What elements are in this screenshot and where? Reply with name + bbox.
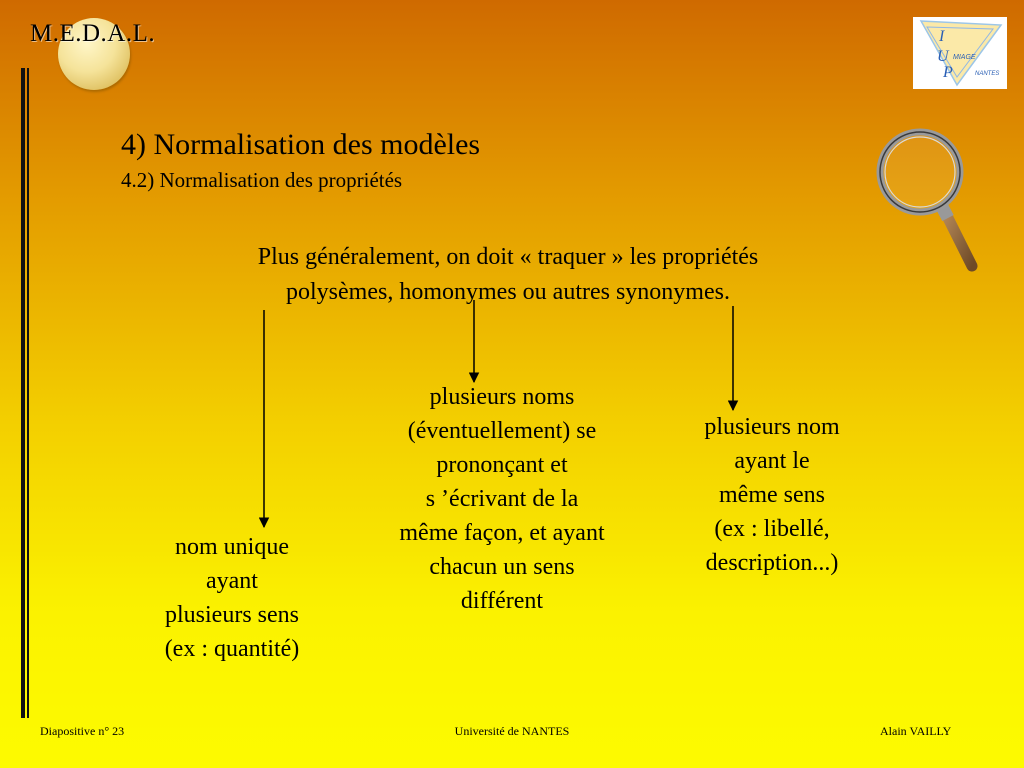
- footer-slide-number: Diapositive n° 23: [40, 724, 125, 738]
- logo-word-miage: MIAGE: [953, 54, 976, 61]
- block-line: même façon, et ayant: [399, 520, 605, 546]
- logo-word-nantes: NANTES: [975, 71, 1000, 77]
- intro-line: Plus généralement, on doit « traquer » les propriétés: [257, 244, 759, 270]
- block-polysemy: [372, 380, 632, 618]
- logo-letter-p: P: [943, 64, 953, 81]
- block-line: plusieurs sens: [165, 602, 299, 628]
- block-synonym: [682, 410, 862, 580]
- block-line: ayant le: [734, 448, 810, 474]
- block-line: ayant: [206, 568, 258, 594]
- block-line: nom unique: [175, 534, 289, 560]
- block-line: (éventuellement) se: [407, 418, 597, 444]
- block-line: (ex : quantité): [164, 636, 300, 662]
- footer-author: Alain VAILLY: [880, 724, 952, 738]
- logo-letter-u: U: [937, 48, 949, 65]
- block-line: s ’écrivant de la: [425, 486, 579, 512]
- block-line: plusieurs noms: [429, 384, 575, 410]
- slide-title: 4) Normalisation des modèles: [121, 128, 481, 161]
- logo-letter-i: I: [939, 28, 945, 45]
- magnifying-glass-icon: [880, 132, 972, 266]
- footer-institution: Université de NANTES: [454, 724, 570, 738]
- block-line: (ex : libellé,: [714, 516, 830, 542]
- block-homonym: [132, 530, 332, 666]
- intro-line: polysèmes, homonymes ou autres synonymes.: [286, 279, 730, 305]
- block-line: prononçant et: [436, 452, 568, 478]
- block-line: plusieurs nom: [704, 414, 840, 440]
- brand-title: M.E.D.A.L.: [30, 20, 156, 47]
- block-line: chacun un sens: [429, 554, 575, 580]
- block-line: différent: [460, 588, 544, 614]
- block-line: description...): [705, 550, 839, 576]
- slide-subtitle: 4.2) Normalisation des propriétés: [121, 168, 403, 192]
- block-line: même sens: [719, 482, 825, 508]
